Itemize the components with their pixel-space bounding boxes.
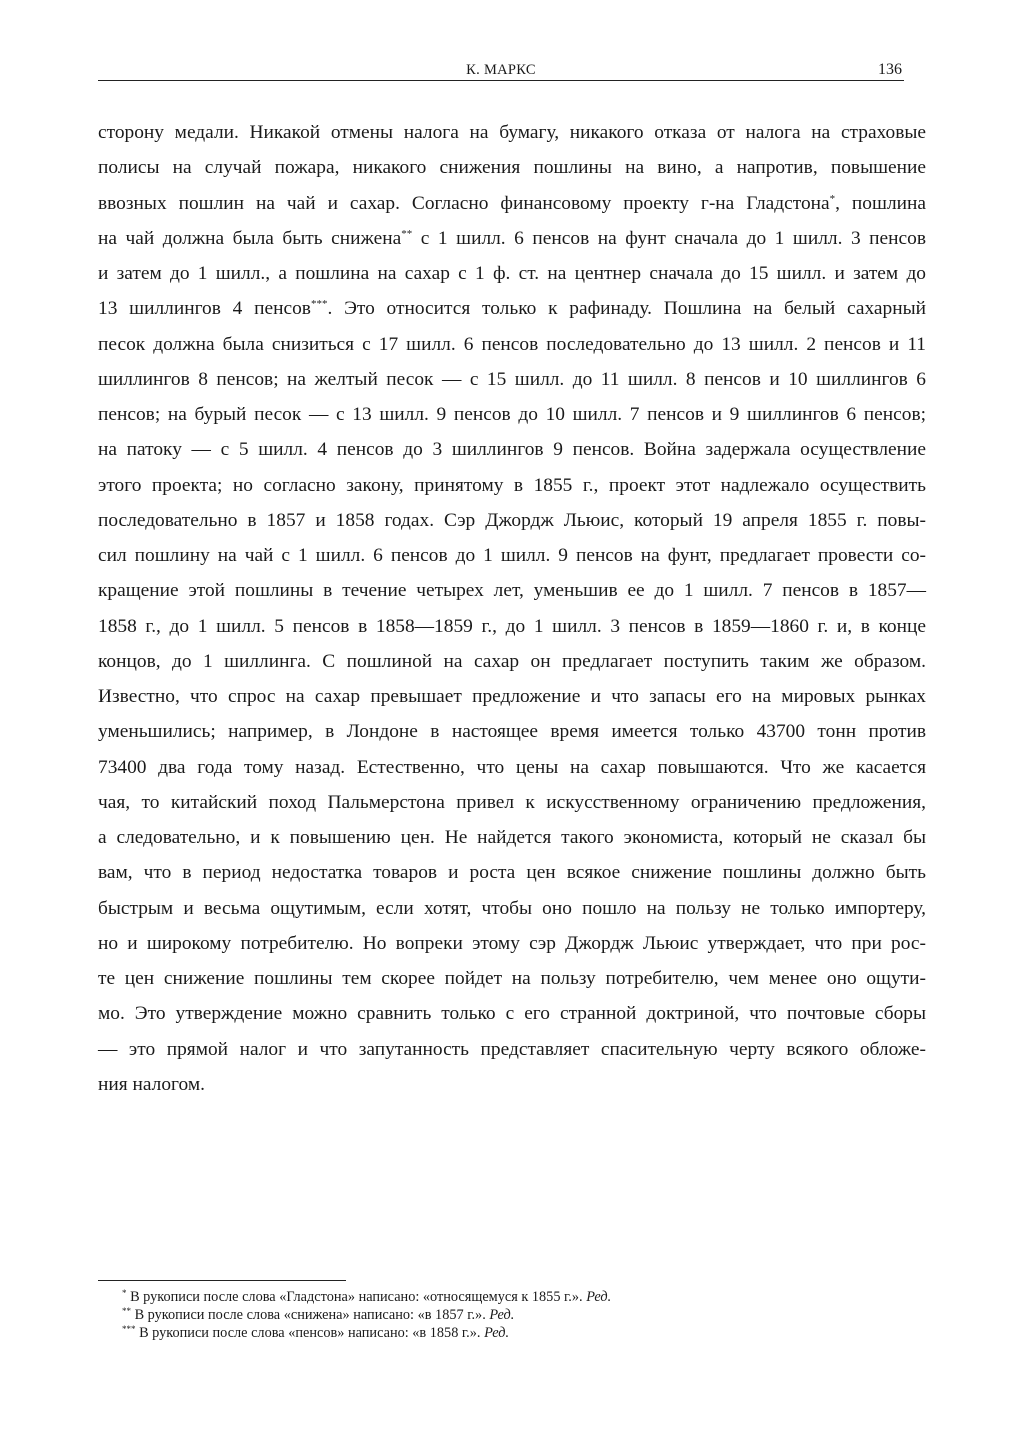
text-run: вам, что в период недостатка товаров и роста цен всякое снижение пошлины должно быть <box>98 862 926 884</box>
text-run: 1858 г., до 1 шилл. 5 пенсов в 1858—1859 г., до 1 шилл. 3 пенсов в 1859—1860 г. и, в конце <box>98 615 926 637</box>
editor-note: Ред. <box>586 1289 612 1305</box>
text-run: ния налогом. <box>98 1073 205 1095</box>
text-run: 13 шиллингов 4 пенсов <box>98 298 311 320</box>
text-run: , пошлина <box>835 192 926 214</box>
footnote-marker: * <box>829 192 836 205</box>
text-run: шиллингов 8 пенсов; на желтый песок — с 15 шилл. до 11 шилл. 8 пенсов и 10 шиллингов 6 <box>98 368 926 390</box>
text-line <box>98 820 926 855</box>
text-run: Известно, что спрос на сахар превышает предложение и что запасы его на мировых рынках <box>98 686 926 707</box>
text-line <box>98 362 926 397</box>
text-line <box>98 432 926 467</box>
text-run: кращение этой пошлины в течение четырех лет, уменьшив ее до 1 шилл. 7 пенсов в 1857— <box>98 580 926 602</box>
text-run: те цен снижение пошлины тем скорее пойдет на пользу потребителю, чем менее оно ощути- <box>98 968 926 989</box>
text-line <box>98 961 926 996</box>
text-line <box>98 1067 926 1102</box>
text-run: сторону медали. Никакой отмены налога на бумагу, никакого отказа от налога на страховые <box>98 122 926 143</box>
text-run: а следовательно, и к повышению цен. Не найдется такого экономиста, который не сказал бы <box>98 827 926 848</box>
text-line <box>98 397 926 432</box>
text-run: 73400 два года тому назад. Естественно, что цены на сахар повышаются. Что же касается <box>98 756 926 778</box>
text-line <box>98 644 926 679</box>
text-run: В рукописи после слова «Гладстона» написано: «относящемуся к 1855 г.». <box>126 1289 587 1305</box>
running-head-author: К. МАРКС <box>466 62 536 78</box>
body-text <box>98 115 926 1102</box>
footnote <box>122 1288 902 1306</box>
text-run: и затем до 1 шилл., а пошлина на сахар с 1 ф. ст. на центнер сначала до 15 шилл. и затем до <box>98 263 926 284</box>
text-line <box>98 891 926 926</box>
text-line <box>98 256 926 291</box>
text-line <box>98 327 926 362</box>
text-run: — это прямой налог и что запутанность представляет спасительную черту всякого обложе- <box>98 1038 926 1060</box>
text-run: на патоку — с 5 шилл. 4 пенсов до 3 шиллингов 9 пенсов. Война задержала осуществление <box>98 439 926 461</box>
footnote-marker: *** <box>122 1324 136 1334</box>
text-line <box>98 115 926 150</box>
footnote-marker: ** <box>401 227 413 240</box>
text-run: ввозных пошлин на чай и сахар. Согласно финансовому проекту г-на Гладстона <box>98 192 830 214</box>
text-line <box>98 538 926 573</box>
footnote-marker: ** <box>122 1306 131 1316</box>
text-line <box>98 573 926 608</box>
text-line <box>98 468 926 503</box>
text-line <box>98 609 926 644</box>
footnotes <box>122 1288 902 1342</box>
footnote <box>122 1324 902 1342</box>
text-run: . Это относится только к рафинаду. Пошлина на белый сахарный <box>327 298 926 320</box>
text-run: мо. Это утверждение можно сравнить только с его странной доктриной, что почтовые сборы <box>98 1003 926 1025</box>
text-run: уменьшились; например, в Лондоне в настоящее время имеется только 43700 тонн против <box>98 721 926 743</box>
text-run: этого проекта; но согласно закону, принятому в 1855 г., проект этот надлежало осуществить <box>98 474 926 496</box>
text-line <box>98 186 926 221</box>
footnote-marker: * <box>122 1288 127 1298</box>
text-line <box>98 714 926 749</box>
text-run: с 1 шилл. 6 пенсов на фунт сначала до 1 шилл. 3 пенсов <box>412 227 926 249</box>
text-run: на чай должна была быть снижена <box>98 227 402 249</box>
text-line <box>98 291 926 326</box>
text-run: быстрым и весьма ощутимым, если хотят, чтобы оно пошло на пользу не только импортеру, <box>98 897 926 919</box>
text-line <box>98 1032 926 1067</box>
running-header <box>98 60 904 81</box>
text-run: песок должна была снизиться с 17 шилл. 6 пенсов последовательно до 13 шилл. 2 пенсов и 11 <box>98 333 926 355</box>
text-run: В рукописи после слова «снижена» написано: «в 1857 г.». <box>131 1307 490 1323</box>
text-line <box>98 996 926 1031</box>
text-line <box>98 750 926 785</box>
text-run: сил пошлину на чай с 1 шилл. 6 пенсов до 1 шилл. 9 пенсов на фунт, предлагает провести со- <box>98 545 926 566</box>
editor-note: Ред. <box>484 1325 510 1341</box>
text-run: но и широкому потребителю. Но вопреки этому сэр Джордж Льюис утверждает, что при рос- <box>98 932 926 954</box>
text-run: концов, до 1 шиллинга. С пошлиной на сахар он предлагает поступить таким же образом. <box>98 650 926 672</box>
text-line <box>98 150 926 185</box>
footnote-marker: *** <box>310 298 328 311</box>
text-line <box>98 855 926 890</box>
editor-note: Ред. <box>489 1307 515 1323</box>
text-run: чая, то китайский поход Пальмерстона привел к искусственному ограничению предложения, <box>98 791 926 813</box>
text-line <box>98 679 926 714</box>
text-line <box>98 785 926 820</box>
text-run: последовательно в 1857 и 1858 годах. Сэр Джордж Льюис, который 19 апреля 1855 г. повы- <box>98 509 926 531</box>
text-line <box>98 926 926 961</box>
footnote-divider <box>98 1280 346 1281</box>
text-run: В рукописи после слова «пенсов» написано: «в 1858 г.». <box>135 1325 485 1341</box>
text-run: полисы на случай пожара, никакого снижения пошлины на вино, а напротив, повышение <box>98 157 926 179</box>
text-line <box>98 503 926 538</box>
footnote <box>122 1306 902 1324</box>
text-run: пенсов; на бурый песок — с 13 шилл. 9 пенсов до 10 шилл. 7 пенсов и 9 шиллингов 6 пенсов; <box>98 404 926 425</box>
page-number: 136 <box>878 61 902 78</box>
text-line <box>98 221 926 256</box>
